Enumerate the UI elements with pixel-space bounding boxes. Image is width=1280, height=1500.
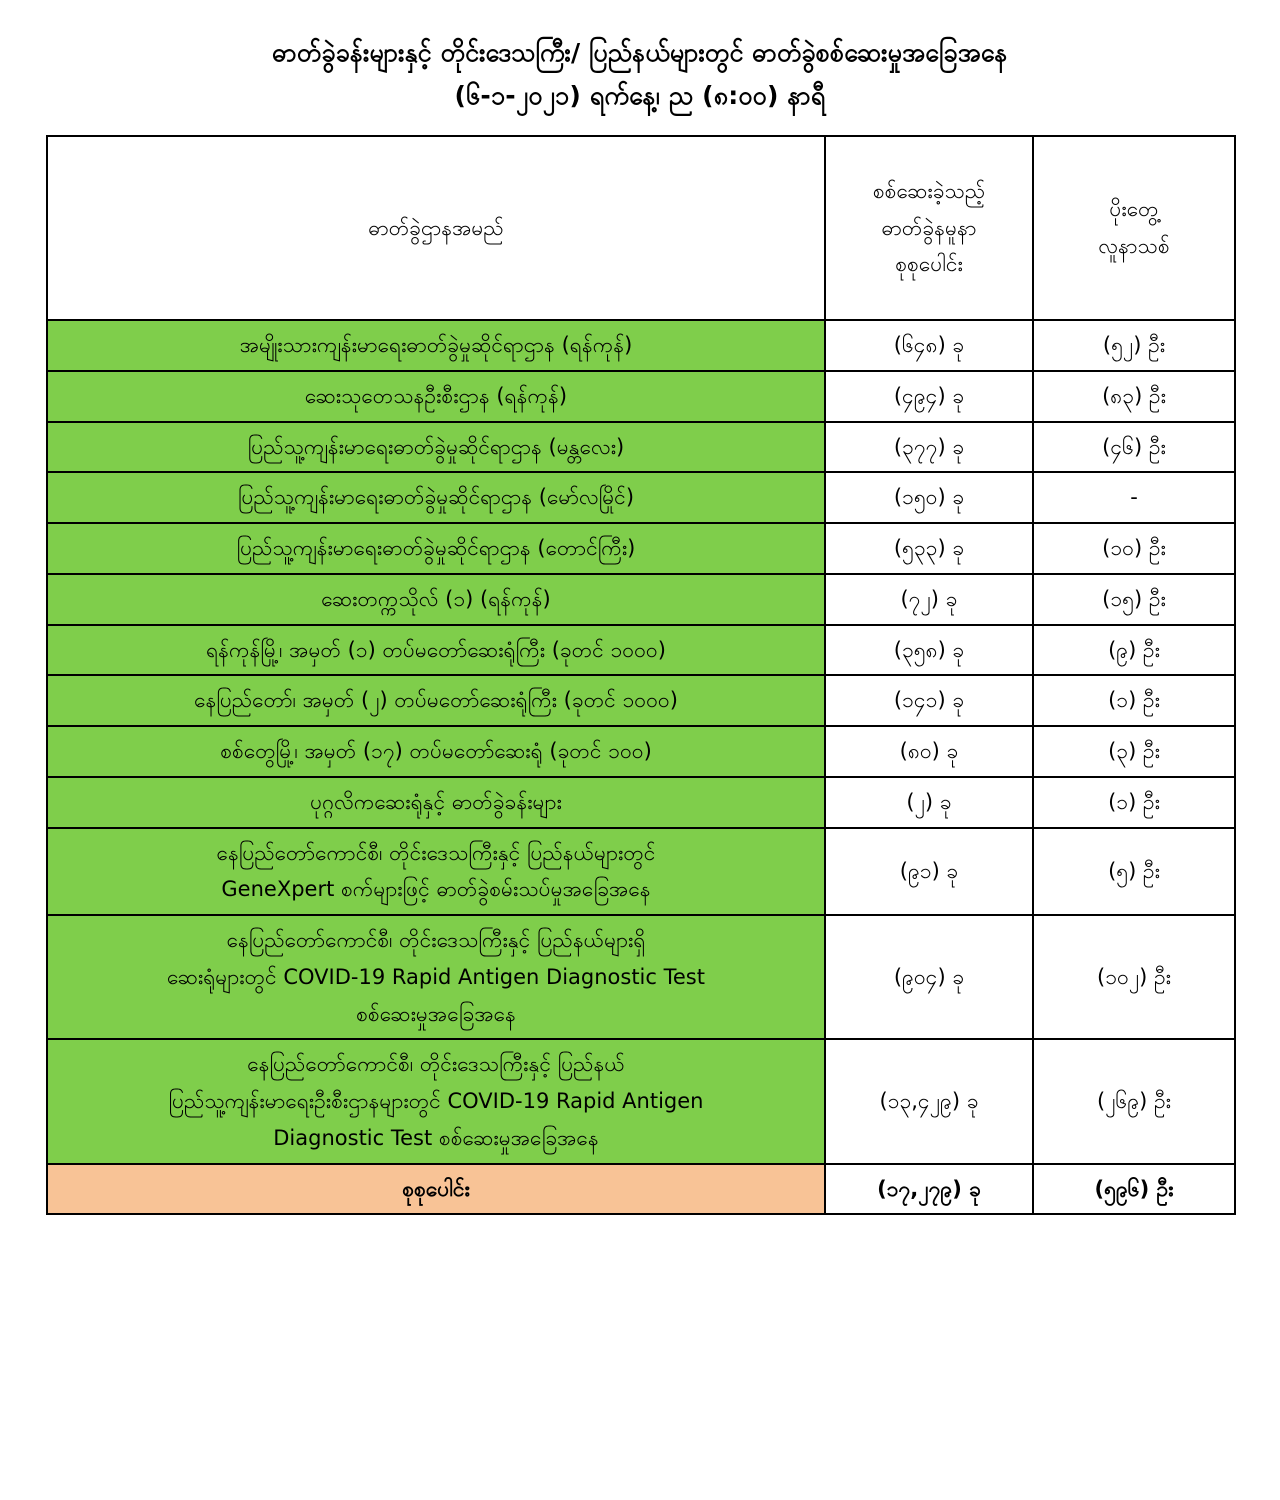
lab-name-cell: အမျိုးသားကျန်းမာရေးဓာတ်ခွဲမှုဆိုင်ရာဌာန (ရန်ကုန်) (47, 320, 825, 371)
table-header (47, 136, 1235, 320)
lab-name-cell: နေပြည်တော်၊ အမှတ် (၂) တပ်မတော်ဆေးရုံကြီး (ခုတင် ၁၀၀၀) (47, 675, 825, 726)
tests-cell: (၇၂) ခု (825, 574, 1033, 625)
lab-name-cell: နေပြည်တော်ကောင်စီ၊ တိုင်းဒေသကြီးနှင့် ပြည်နယ် ပြည်သူ့ကျန်းမာရေးဦးစီးဌာနများတွင် COVID-19 Rapid Antigen Diagnostic Test စစ်ဆေးမှုအခြေအနေ (47, 1039, 825, 1163)
header-lab-name: ဓာတ်ခွဲဌာနအမည် (47, 136, 825, 320)
table-row (47, 1039, 1235, 1163)
lab-name-cell: ဆေးတက္ကသိုလ် (၁) (ရန်ကုန်) (47, 574, 825, 625)
header-new-cases-line2: လူနာသစ် (1098, 234, 1170, 258)
total-tests-cell: (၁၇,၂၇၉) ခု (825, 1164, 1033, 1215)
header-new-cases-line1: ပိုးတွေ့ (1109, 197, 1159, 222)
tests-cell: (၃၇၇) ခု (825, 422, 1033, 473)
tests-cell: (၉၁) ခု (825, 828, 1033, 916)
table-row (47, 828, 1235, 916)
table-body (47, 320, 1235, 1214)
cases-cell: (၁၀၂) ဦး (1033, 915, 1235, 1039)
lab-name-cell: ဆေးသုတေသနဦးစီးဌာန (ရန်ကုန်) (47, 371, 825, 422)
header-total-tests (825, 136, 1033, 320)
header-total-tests-line1: စစ်ဆေးခဲ့သည့် (872, 178, 986, 203)
cases-cell: (၁၅) ဦး (1033, 574, 1235, 625)
lab-name-cell: ပုဂ္ဂလိကဆေးရုံနှင့် ဓာတ်ခွဲခန်းများ (47, 777, 825, 828)
lab-name-cell: နေပြည်တော်ကောင်စီ၊ တိုင်းဒေသကြီးနှင့် ပြည်နယ်များရှိ ဆေးရုံများတွင် COVID-19 Rapid Antigen Diagnostic Test စစ်ဆေးမှုအခြေအနေ (47, 915, 825, 1039)
table-row (47, 675, 1235, 726)
header-total-tests-line3: စုစုပေါင်း (895, 252, 963, 277)
cases-cell: (၅၂) ဦး (1033, 320, 1235, 371)
cases-cell: (၉) ဦး (1033, 625, 1235, 676)
lab-testing-table (46, 135, 1236, 1215)
cases-cell: (၂၆၉) ဦး (1033, 1039, 1235, 1163)
cases-cell: (၁) ဦး (1033, 675, 1235, 726)
tests-cell: (၅၃၃) ခု (825, 523, 1033, 574)
tests-cell: (၃၅၈) ခု (825, 625, 1033, 676)
tests-cell: (၁၅၀) ခု (825, 472, 1033, 523)
lab-name-cell: ပြည်သူ့ကျန်းမာရေးဓာတ်ခွဲမှုဆိုင်ရာဌာန (မော်လမြိုင်) (47, 472, 825, 523)
table-row (47, 371, 1235, 422)
lab-name-cell: ရန်ကုန်မြို့၊ အမှတ် (၁) တပ်မတော်ဆေးရုံကြီး (ခုတင် ၁၀၀၀) (47, 625, 825, 676)
table-total-row (47, 1164, 1235, 1215)
table-row (47, 777, 1235, 828)
cases-cell: (၄၆) ဦး (1033, 422, 1235, 473)
cases-cell: (၃) ဦး (1033, 726, 1235, 777)
table-row (47, 472, 1235, 523)
tests-cell: (၈၀) ခု (825, 726, 1033, 777)
table-row (47, 523, 1235, 574)
cases-cell: (၁၀) ဦး (1033, 523, 1235, 574)
title-line-2: (၆-၁-၂၀၂၁) ရက်နေ့၊ ည (၈:၀၀) နာရီ (454, 80, 826, 110)
lab-name-cell: နေပြည်တော်ကောင်စီ၊ တိုင်းဒေသကြီးနှင့် ပြည်နယ်များတွင် GeneXpert စက်များဖြင့် ဓာတ်ခွဲစမ်းသပ်မှုအခြေအနေ (47, 828, 825, 916)
tests-cell: (၆၄၈) ခု (825, 320, 1033, 371)
lab-name-cell: စစ်တွေမြို့၊ အမှတ် (၁၇) တပ်မတော်ဆေးရုံ (ခုတင် ၁၀၀) (47, 726, 825, 777)
cases-cell: (၈၃) ဦး (1033, 371, 1235, 422)
tests-cell: (၁၄၁) ခု (825, 675, 1033, 726)
lab-name-cell: ပြည်သူ့ကျန်းမာရေးဓာတ်ခွဲမှုဆိုင်ရာဌာန (တောင်ကြီး) (47, 523, 825, 574)
header-total-tests-line2: ဓာတ်ခွဲနမူနာ (881, 215, 977, 240)
table-row (47, 625, 1235, 676)
table-row (47, 320, 1235, 371)
table-row (47, 574, 1235, 625)
header-new-cases (1033, 136, 1235, 320)
tests-cell: (၂) ခု (825, 777, 1033, 828)
header-row (47, 136, 1235, 320)
cases-cell: - (1033, 472, 1235, 523)
tests-cell: (၄၉၄) ခု (825, 371, 1033, 422)
cases-cell: (၁) ဦး (1033, 777, 1235, 828)
table-row (47, 726, 1235, 777)
table-row (47, 915, 1235, 1039)
cases-cell: (၅) ဦး (1033, 828, 1235, 916)
tests-cell: (၁၃,၄၂၉) ခု (825, 1039, 1033, 1163)
page-title (46, 32, 1234, 117)
title-line-1: ဓာတ်ခွဲခန်းများနှင့် တိုင်းဒေသကြီး/ ပြည်နယ်များတွင် ဓာတ်ခွဲစစ်ဆေးမှုအခြေအနေ (272, 38, 1008, 67)
total-label-cell: စုစုပေါင်း (47, 1164, 825, 1215)
table-row (47, 422, 1235, 473)
tests-cell: (၉၀၄) ခု (825, 915, 1033, 1039)
total-cases-cell: (၅၉၆) ဦး (1033, 1164, 1235, 1215)
lab-name-cell: ပြည်သူ့ကျန်းမာရေးဓာတ်ခွဲမှုဆိုင်ရာဌာန (မန္တလေး) (47, 422, 825, 473)
